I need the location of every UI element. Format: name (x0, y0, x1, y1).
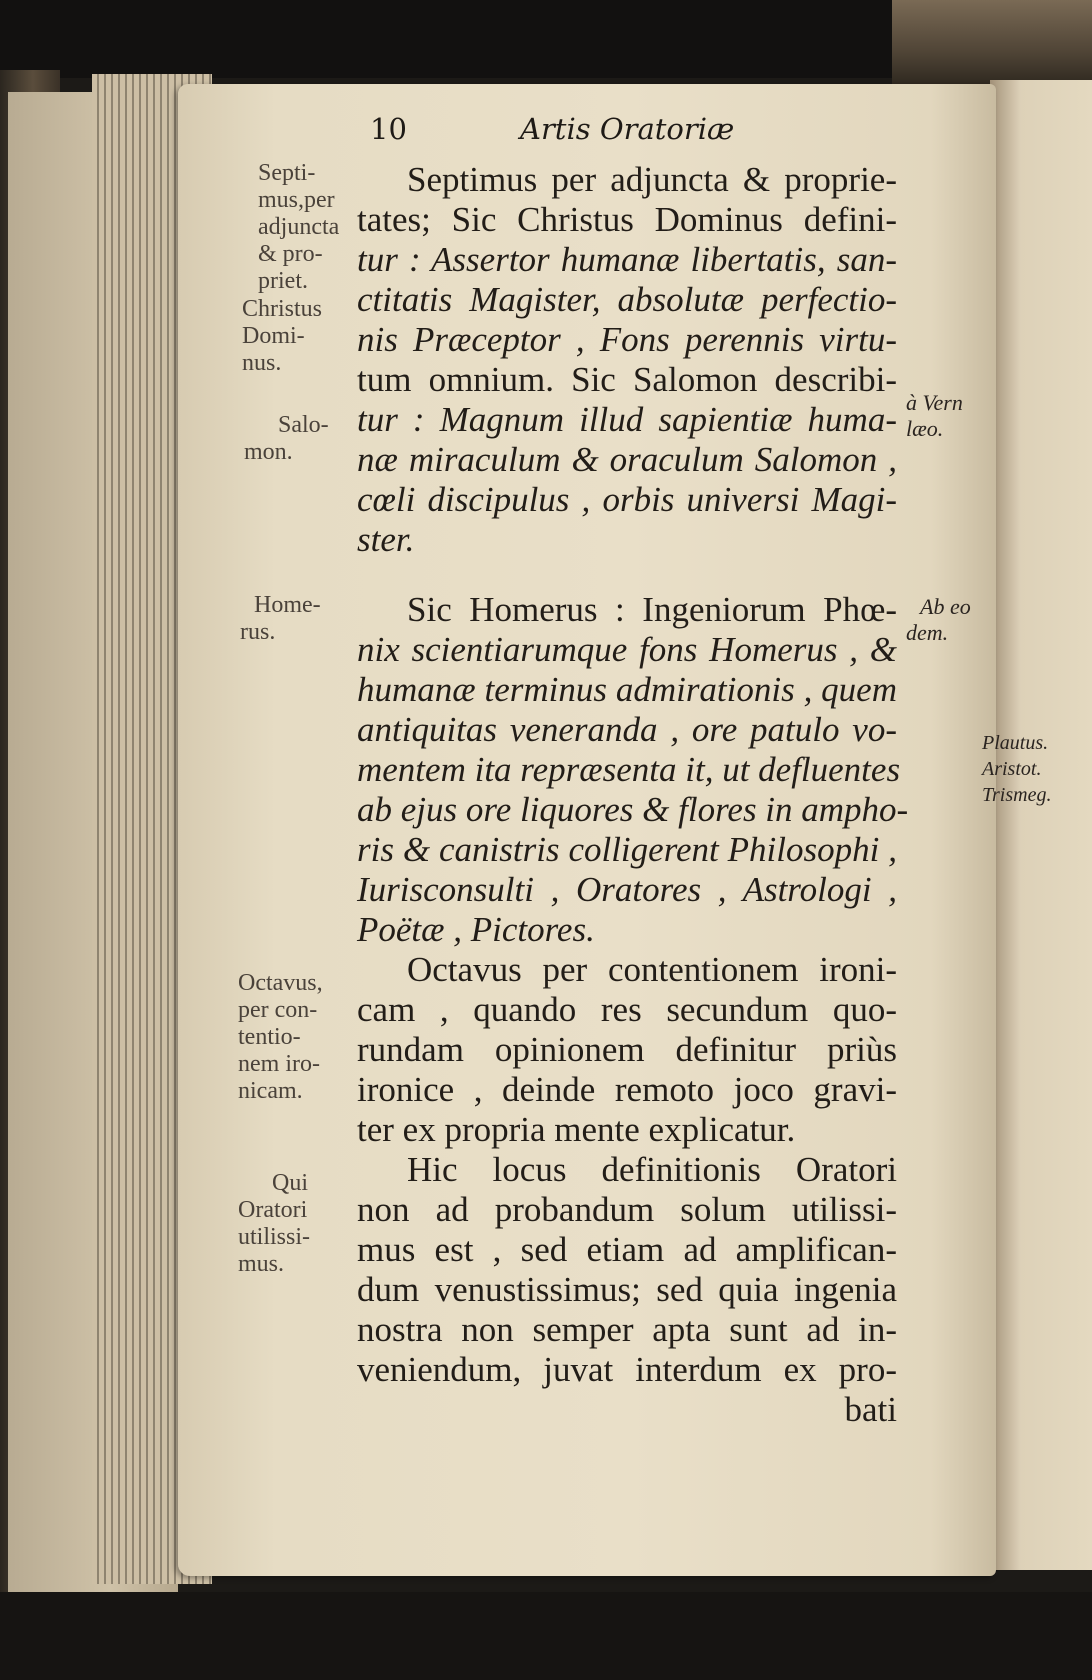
text-line: nis Præceptor , Fons perennis virtu- (357, 320, 897, 359)
text-line: Septimus per adjuncta & proprie- (407, 160, 897, 199)
margin-line: Home- (254, 592, 321, 618)
margin-line: adjuncta (258, 214, 340, 240)
margin-line: Ab eo (920, 594, 971, 619)
paragraph-gap (357, 560, 897, 590)
text-line: Sic Homerus : Ingeniorum Phœ- (407, 590, 897, 629)
margin-line: rus. (240, 619, 276, 645)
text-line: nostra non semper apta sunt ad in- (357, 1310, 897, 1349)
margin-line: Octavus, (238, 970, 323, 996)
text-line: mus est , sed etiam ad amplifican- (357, 1230, 897, 1269)
text-line: antiquitas veneranda , ore patulo vo- (357, 710, 897, 749)
text-line: Hic locus definitionis Oratori (407, 1150, 897, 1189)
text-line: tum omnium. Sic Salomon describi- (357, 360, 897, 399)
text-line: ironice , deinde remoto joco gravi- (357, 1070, 897, 1109)
margin-line: nicam. (238, 1078, 303, 1104)
margin-line: Qui (272, 1170, 308, 1196)
margin-line: Salo- (278, 412, 329, 438)
text-line: tates; Sic Christus Dominus defini- (357, 200, 897, 239)
text-line: non ad probandum solum utilissi- (357, 1190, 897, 1229)
book-binding-bottom (0, 1592, 1092, 1680)
margin-line: à Vern (906, 390, 963, 415)
text-line: ctitatis Magister, absolutæ perfectio- (357, 280, 897, 319)
margin-line: Plautus. (982, 732, 1049, 754)
running-title: Artis Oratoriæ (520, 112, 735, 146)
margin-note-salomon (244, 412, 329, 466)
margin-note-homerus (240, 592, 321, 646)
margin-line: per con- (238, 997, 318, 1023)
text-line: humanæ terminus admirationis , quem (357, 670, 897, 709)
text-line: tur : Assertor humanæ libertatis, san- (357, 240, 897, 279)
facing-page (990, 80, 1092, 1570)
margin-note-christus (242, 296, 322, 377)
text-line: nix scientiarumque fons Homerus , & (357, 630, 897, 669)
adjacent-book (892, 0, 1092, 90)
text-line: veniendum, juvat interdum ex pro- (357, 1350, 897, 1389)
text-line: Poëtæ , Pictores. (357, 910, 595, 949)
text-line: ab ejus ore liquores & flores in ampho- (357, 790, 909, 829)
margin-line: dem. (906, 620, 949, 645)
margin-line: mus. (238, 1251, 285, 1277)
margin-line: mon. (244, 439, 293, 465)
margin-line: tentio- (238, 1024, 301, 1050)
text-line: Iurisconsulti , Oratores , Astrologi , (357, 870, 897, 909)
margin-line: utilissi- (238, 1224, 311, 1250)
text-line: rundam opinionem definitur priùs (357, 1030, 897, 1069)
margin-note-septimus (258, 160, 339, 295)
page-number: 10 (370, 112, 407, 146)
margin-line: & pro- (258, 241, 323, 267)
catchword: bati (844, 1390, 897, 1429)
margin-note-vernulaeo (906, 390, 963, 442)
margin-line: nus. (242, 350, 282, 376)
text-line: dum venustissimus; sed quia ingenia (357, 1270, 897, 1309)
text-line: cam , quando res secundum quo- (357, 990, 897, 1029)
text-line: ris & canistris colligerent Philosophi , (357, 830, 897, 869)
margin-line: Trismeg. (982, 784, 1052, 806)
margin-line: Aristot. (982, 758, 1042, 780)
body-text (357, 160, 909, 1430)
margin-line: læo. (906, 416, 944, 441)
margin-note-ab-eodem (906, 594, 971, 646)
margin-line: Septi- (258, 160, 316, 186)
margin-note-octavus (238, 970, 323, 1105)
margin-note-qui (238, 1170, 310, 1278)
margin-line: Oratori (238, 1197, 308, 1223)
margin-note-authors (982, 730, 1051, 808)
margin-line: Domi- (242, 323, 305, 349)
margin-line: Christus (242, 296, 323, 322)
text-line: ter ex propria mente explicatur. (357, 1110, 796, 1149)
text-line: tur : Magnum illud sapientiæ huma- (357, 400, 897, 439)
margin-line: priet. (258, 268, 308, 294)
text-line: cœli discipulus , orbis universi Magi- (357, 480, 897, 519)
margin-line: mus,per (258, 187, 335, 213)
text-line: mentem ita repræsenta it, ut defluentes (357, 750, 901, 789)
margin-line: nem iro- (238, 1051, 320, 1077)
text-line: Octavus per contentionem ironi- (407, 950, 897, 989)
text-line: næ miraculum & oraculum Salomon , (357, 440, 897, 479)
text-line: ster. (357, 520, 415, 559)
